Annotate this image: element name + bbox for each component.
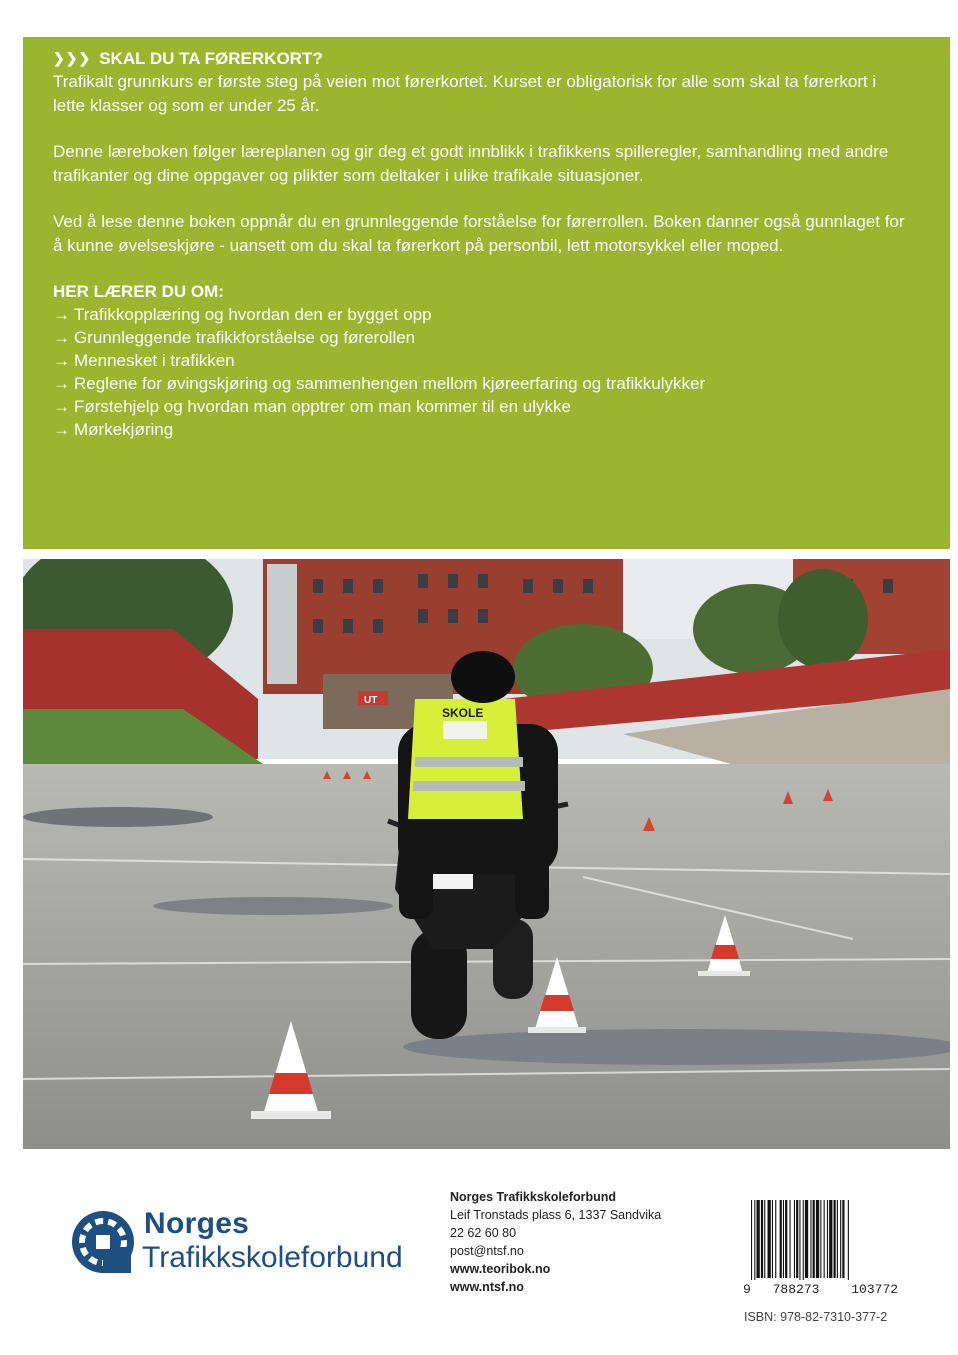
- learn-list: [53, 303, 913, 441]
- barcode-group-2: 103772: [851, 1282, 899, 1297]
- barcode-bar: [840, 1200, 841, 1278]
- barcode-group-1: 788273: [772, 1282, 820, 1297]
- barcode-bar: [780, 1200, 782, 1278]
- barcode-bar: [837, 1200, 838, 1278]
- barcode-bar: [754, 1200, 755, 1280]
- isbn-text: ISBN: 978-82-7310-377-2: [744, 1310, 888, 1324]
- intro-paragraph-1: Trafikalt grunnkurs er første steg på veien mot førerkortet. Kurset er obligatorisk for alle som skal ta førerkort i lette klasser og som er under 25 år.: [53, 72, 877, 115]
- motorcycle-training-photo: [23, 559, 950, 1149]
- address: Leif Tronstads plass 6, 1337 Sandvika: [450, 1208, 662, 1222]
- barcode-bar: [794, 1200, 795, 1278]
- barcode-bar: [772, 1200, 773, 1278]
- intro-paragraph-2: Denne læreboken følger læreplanen og gir deg et godt innblikk i trafikkens spilleregler, samhandling med andre trafikanter og dine oppgaver og plikter som deltaker i ulike trafikale situasjoner.: [53, 142, 889, 185]
- barcode-digit-1: 9: [743, 1282, 751, 1297]
- barcode-bar: [834, 1200, 836, 1278]
- barcode-bar: [764, 1200, 765, 1278]
- barcode-bar: [827, 1200, 828, 1278]
- list-item: → Førstehjelp og hvordan man opptrer om man kommer til en ulykke: [53, 397, 571, 416]
- barcode-bar: [761, 1200, 763, 1278]
- ntsf-logo-icon: [70, 1209, 136, 1275]
- arrow-right-icon: →: [53, 420, 70, 439]
- arrow-right-icon: →: [53, 351, 70, 370]
- barcode-bar: [813, 1200, 815, 1278]
- barcode-bar: [820, 1200, 821, 1278]
- intro-heading-text: SKAL DU TA FØRERKORT?: [99, 49, 323, 68]
- barcode-bar: [790, 1200, 791, 1278]
- intro-content: [53, 47, 913, 441]
- barcode-bar: [810, 1200, 811, 1278]
- barcode-bar: [803, 1200, 804, 1280]
- website-link-teoribok[interactable]: www.teoribok.no: [450, 1262, 551, 1276]
- email[interactable]: post@ntsf.no: [450, 1244, 524, 1258]
- arrow-right-icon: →: [53, 397, 70, 416]
- learn-title: HER LÆRER DU OM:: [53, 282, 224, 301]
- exit-sign-text: UT: [364, 695, 378, 706]
- website-link-ntsf[interactable]: www.ntsf.no: [450, 1280, 524, 1294]
- intro-heading: [53, 47, 913, 70]
- barcode-bar: [799, 1200, 800, 1280]
- list-item: → Mørkekjøring: [53, 420, 174, 439]
- arrow-right-icon: →: [53, 305, 70, 324]
- chevrons-icon: ❯❯❯: [53, 50, 92, 66]
- list-item: → Trafikkopplæring og hvordan den er bygget opp: [53, 305, 432, 324]
- barcode-bar: [824, 1200, 825, 1278]
- logo-text-line1: Norges: [144, 1207, 250, 1240]
- barcode-bar: [829, 1200, 832, 1278]
- barcode-bar: [751, 1200, 752, 1280]
- intro-paragraph-3: Ved å lese denne boken oppnår du en grunnleggende forståelse for førerrollen. Boken danner også gunnlaget for å kunne øvelseskjøre - uansett om du skal ta førerkort på personbil, lett motorsykkel eller moped.: [53, 212, 905, 255]
- ntsf-logo: [70, 1205, 440, 1285]
- barcode-bar: [783, 1200, 784, 1278]
- phone: 22 62 60 80: [450, 1226, 517, 1240]
- list-item: → Mennesket i trafikken: [53, 351, 235, 370]
- barcode-bar: [757, 1200, 760, 1278]
- list-item: → Reglene for øvingskjøring og sammenhengen mellom kjøreerfaring og trafikkulykker: [53, 374, 706, 393]
- vest-text: SKOLE: [442, 706, 484, 720]
- barcode-bar: [848, 1200, 849, 1280]
- barcode-bar: [775, 1200, 776, 1278]
- organization-name: Norges Trafikkskoleforbund: [450, 1190, 617, 1204]
- contact-block: [450, 1188, 661, 1296]
- barcode-bar: [842, 1200, 844, 1278]
- barcode-bar: [816, 1200, 819, 1278]
- barcode-bar: [796, 1200, 798, 1278]
- barcode-bars: [743, 1200, 918, 1280]
- barcode-bar: [805, 1200, 808, 1278]
- barcode-bar: [768, 1200, 771, 1278]
- logo-text-line2: Trafikkskoleforbund: [142, 1241, 403, 1274]
- arrow-right-icon: →: [53, 374, 70, 393]
- arrow-right-icon: →: [53, 328, 70, 347]
- list-item: → Grunnleggende trafikkforståelse og førerollen: [53, 328, 416, 347]
- isbn-barcode: [743, 1200, 918, 1300]
- barcode-bar: [785, 1200, 787, 1278]
